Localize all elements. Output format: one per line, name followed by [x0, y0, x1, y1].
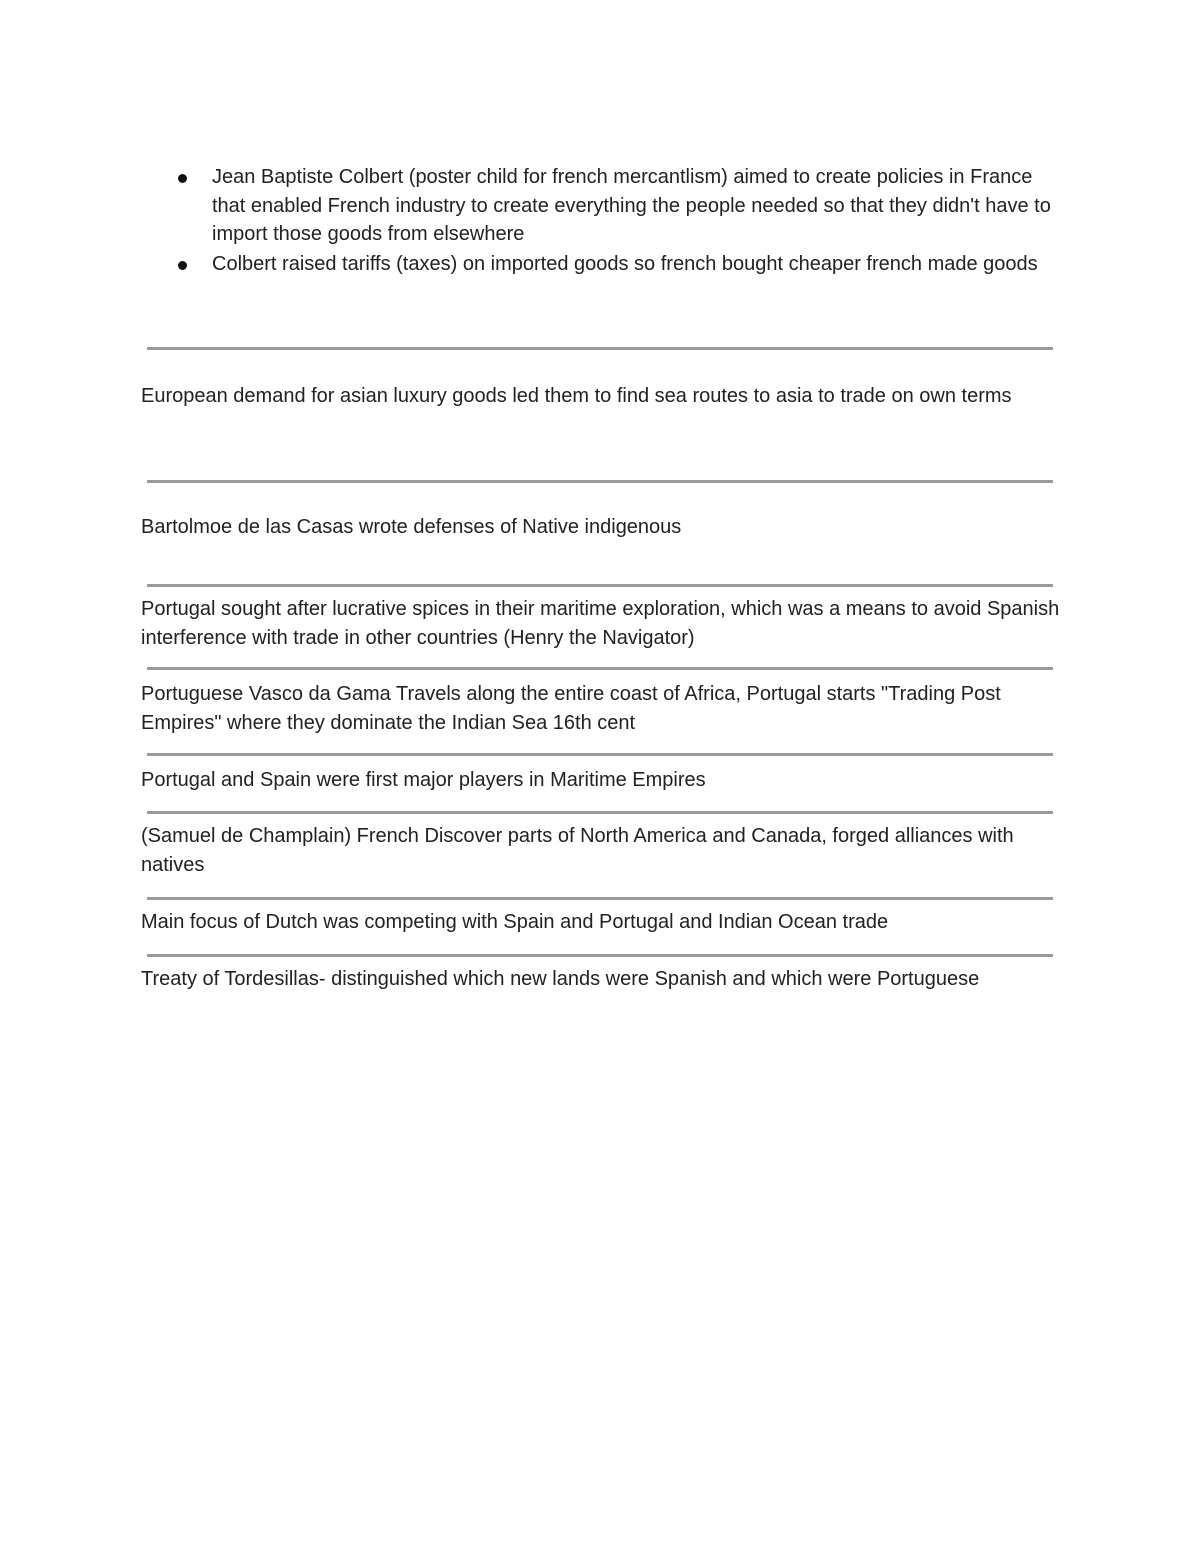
note-paragraph: Treaty of Tordesillas- distinguished which new lands were Spanish and which were Portuguese	[141, 968, 980, 990]
note-paragraph: Portugal and Spain were first major players in Maritime Empires	[141, 769, 706, 791]
horizontal-rule	[147, 954, 1053, 957]
bullet-list	[176, 163, 1066, 279]
bullet-dot-icon	[178, 261, 187, 270]
horizontal-rule	[147, 667, 1053, 670]
horizontal-rule	[147, 584, 1053, 587]
horizontal-rule	[147, 753, 1053, 756]
note-paragraph: European demand for asian luxury goods led them to find sea routes to asia to trade on own terms	[141, 385, 1012, 407]
horizontal-rule	[147, 811, 1053, 814]
note-paragraph: Main focus of Dutch was competing with Spain and Portugal and Indian Ocean trade	[141, 911, 889, 933]
bullet-text: Jean Baptiste Colbert (poster child for french mercantlism) aimed to create policies in France that enabled French industry to create everything the people needed so that they didn't have to import those goods from elsewhere	[212, 166, 1051, 245]
bullet-dot-icon	[178, 174, 187, 183]
note-paragraph: Portuguese Vasco da Gama Travels along the entire coast of Africa, Portugal starts "Trading Post Empires" where they dominate the Indian Sea 16th cent	[141, 683, 1001, 734]
horizontal-rule	[147, 480, 1053, 483]
note-paragraph: (Samuel de Champlain) French Discover parts of North America and Canada, forged alliances with natives	[141, 825, 1014, 876]
list-item	[176, 250, 1066, 279]
horizontal-rule	[147, 897, 1053, 900]
note-paragraph: Bartolmoe de las Casas wrote defenses of Native indigenous	[141, 516, 682, 538]
bullet-text: Colbert raised tariffs (taxes) on imported goods so french bought cheaper french made goods	[212, 252, 1038, 275]
list-item	[176, 163, 1066, 249]
note-paragraph: Portugal sought after lucrative spices in their maritime exploration, which was a means to avoid Spanish interference with trade in other countries (Henry the Navigator)	[141, 598, 1060, 649]
horizontal-rule	[147, 347, 1053, 350]
